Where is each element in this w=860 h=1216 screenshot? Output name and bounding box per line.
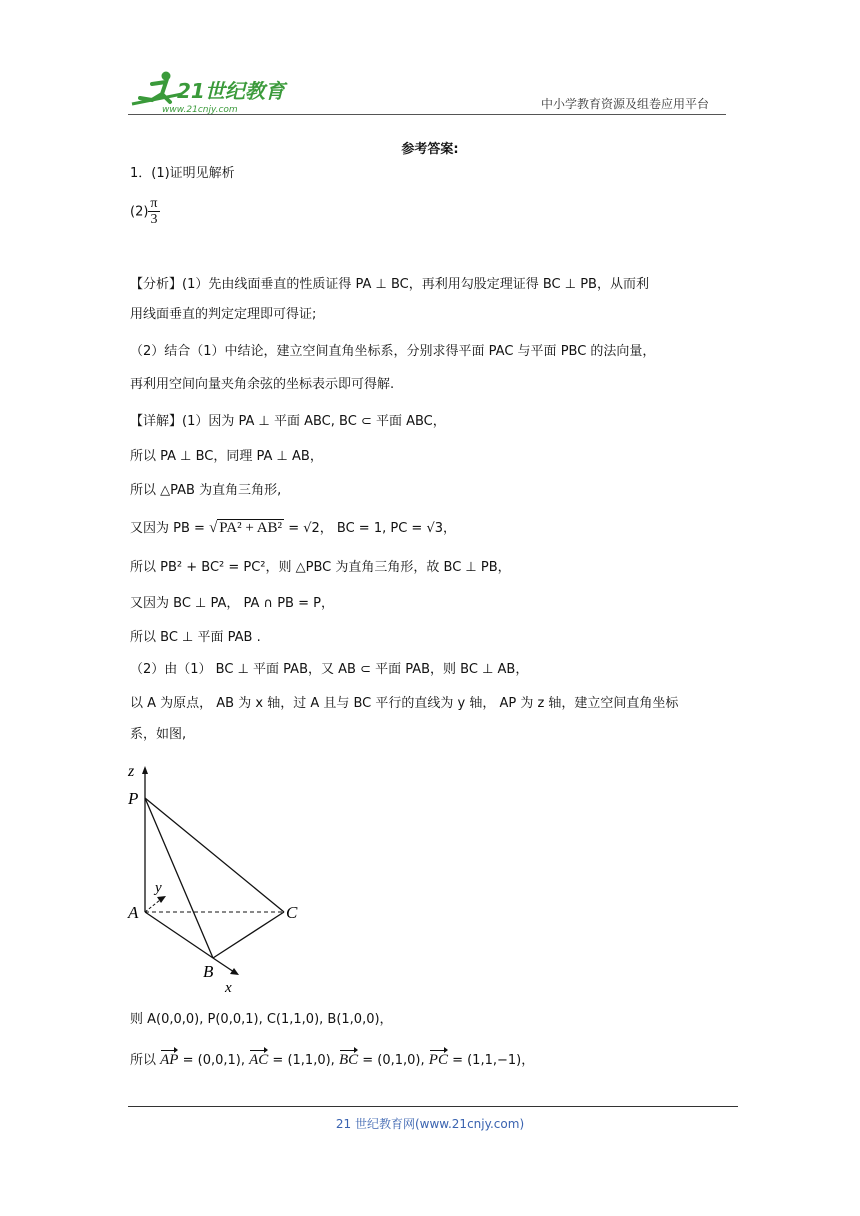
fraction-denominator: 3 [150, 212, 158, 227]
vector-ap-value: = (0,0,1), [178, 1053, 250, 1068]
header-divider [128, 114, 726, 115]
y-axis-line [145, 900, 160, 912]
vector-ap: AP [160, 1052, 179, 1068]
vectors-lead: 所以 [130, 1053, 161, 1068]
answer-1: 1．(1)证明见解析 [130, 166, 235, 181]
detail-line-10: 系，如图, [130, 727, 187, 742]
detail-line-4 [130, 518, 456, 539]
vector-bc: BC [338, 1052, 359, 1068]
footer-divider [128, 1106, 738, 1107]
vector-pc-value: = (1,1,−1)， [447, 1053, 535, 1068]
analysis-line-2: 用线面垂直的判定定理即可得证; [130, 307, 317, 322]
edge-pb [145, 798, 213, 958]
analysis-line-1: 【分析】(1）先由线面垂直的性质证得 PA ⊥ BC，再利用勾股定理证得 BC ⊥ PB，从而利 [130, 277, 649, 292]
fraction-numerator: π [150, 196, 158, 211]
sqrt-expression: √ PA² + AB² [209, 520, 283, 536]
x-axis-line [213, 958, 234, 972]
detail-line-7: 所以 BC ⊥ 平面 PAB . [130, 630, 261, 645]
vector-bc-value: = (0,1,0), [358, 1053, 429, 1068]
vector-pc: PC [428, 1052, 448, 1068]
answer-2-prefix: (2) [130, 204, 149, 220]
coordinate-figure [124, 760, 314, 1000]
detail-line-3: 所以 △PAB 为直角三角形, [130, 483, 282, 498]
x-axis-arrow [230, 968, 239, 975]
detail-line-5: 所以 PB² + BC² = PC²，则 △PBC 为直角三角形，故 BC ⊥ PB， [130, 560, 511, 575]
logo-url-text: www.21cnjy.com [162, 105, 238, 115]
platform-label: 中小学教育资源及组卷应用平台 [541, 97, 710, 111]
detail-line-6: 又因为 BC ⊥ PA， PA ∩ PB = P， [130, 596, 334, 611]
detail-line-9: 以 A 为原点， AB 为 x 轴，过 A 且与 BC 平行的直线为 y 轴， AP 为 z 轴，建立空间直角坐标 [130, 696, 679, 711]
site-logo [122, 68, 297, 118]
edge-bc [213, 912, 284, 958]
z-axis-arrow [142, 766, 148, 774]
detail-line-8: （2）由（1） BC ⊥ 平面 PAB，又 AB ⊂ 平面 PAB，则 BC ⊥ AB， [130, 662, 529, 677]
footer-link[interactable]: 21 世纪教育网(www.21cnjy.com) [335, 1117, 525, 1131]
label-a: A [128, 903, 139, 922]
sqrt-radicand: PA² + AB² [219, 520, 283, 536]
vector-ac: AC [249, 1052, 269, 1068]
label-p: P [128, 789, 139, 808]
answer-2 [130, 196, 160, 227]
label-z: z [128, 763, 135, 780]
detail-line-12 [130, 1050, 534, 1071]
label-b: B [203, 962, 214, 981]
detail-line-1: 【详解】(1）因为 PA ⊥ 平面 ABC, BC ⊂ 平面 ABC， [130, 414, 446, 429]
analysis-line-3: （2）结合（1）中结论，建立空间直角坐标系，分别求得平面 PAC 与平面 PBC 的法向量， [130, 344, 656, 359]
detail-line-11: 则 A(0,0,0), P(0,0,1), C(1,1,0), B(1,0,0)， [130, 1012, 393, 1027]
edge-pc [145, 798, 284, 912]
pi-over-3-fraction [148, 196, 159, 227]
detail-line-2: 所以 PA ⊥ BC，同理 PA ⊥ AB， [130, 449, 323, 464]
detail-4-tail: = √2， BC = 1, PC = √3， [284, 521, 456, 536]
analysis-line-4: 再利用空间向量夹角余弦的坐标表示即可得解. [130, 377, 395, 392]
label-x: x [225, 980, 232, 996]
runner-icon [132, 72, 182, 105]
page-title: 参考答案: [401, 142, 459, 157]
label-y: y [155, 880, 162, 896]
logo-main-text: 21世纪教育 [177, 79, 285, 103]
vector-ac-value: = (1,1,0), [268, 1053, 339, 1068]
label-c: C [286, 903, 298, 922]
detail-4-lead: 又因为 PB = [130, 521, 210, 536]
